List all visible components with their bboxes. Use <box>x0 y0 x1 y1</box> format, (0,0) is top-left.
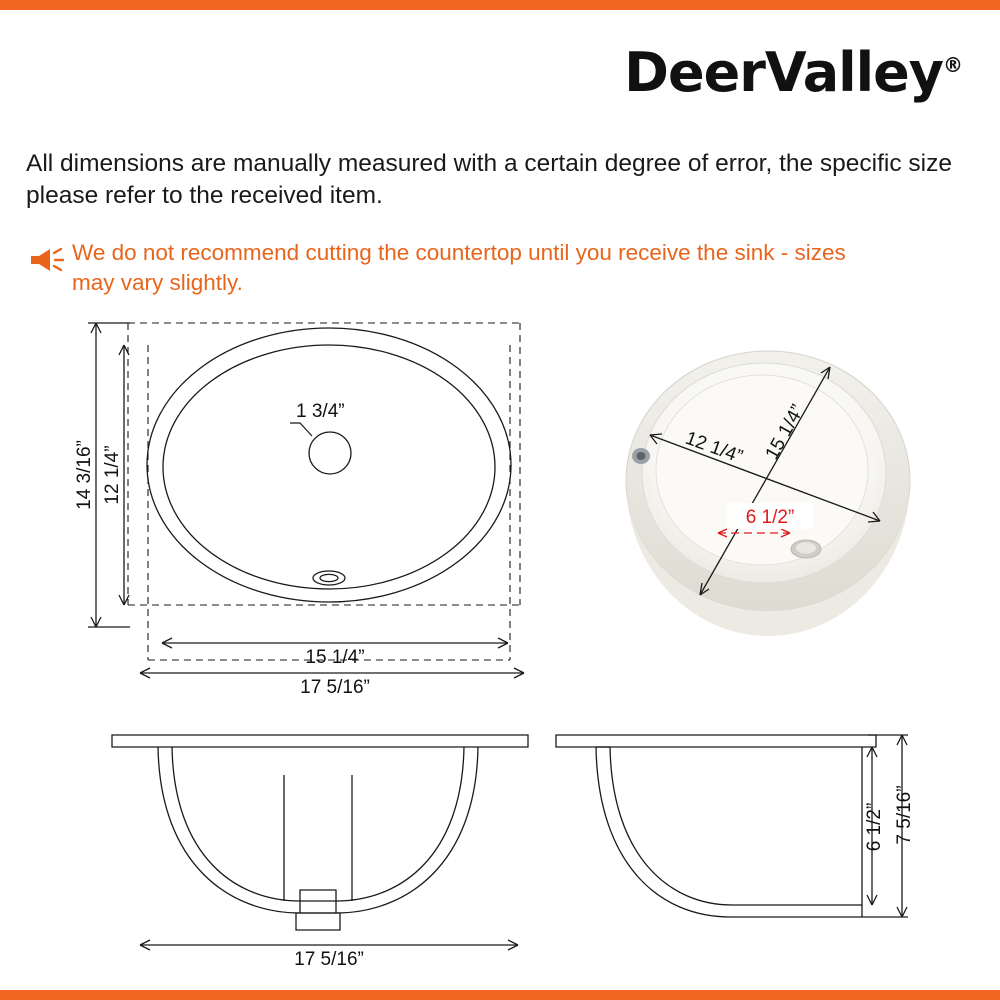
dim-outer-width: 17 5/16” <box>300 677 370 698</box>
dim-side-overall-height: 7 5/16” <box>894 785 915 845</box>
dim-side-bowl-depth: 6 1/2” <box>864 802 885 852</box>
brand-logo <box>624 41 962 104</box>
dim-photo-length: 15 1/4” <box>761 401 809 464</box>
dim-front-width: 17 5/16” <box>294 949 364 970</box>
megaphone-icon <box>28 244 68 274</box>
side-section-drawing <box>556 735 915 917</box>
registered-mark: ® <box>943 53 962 77</box>
dim-photo-depth: 6 1/2” <box>745 507 795 528</box>
front-section-drawing <box>112 735 528 970</box>
dim-inner-height: 12 1/4” <box>102 445 123 505</box>
dim-inner-width: 15 1/4” <box>305 647 365 668</box>
top-view-drawing <box>74 323 524 698</box>
diagram-area <box>0 305 1000 985</box>
brand-name: DeerValley <box>624 41 943 104</box>
sink-photo-view <box>626 351 910 636</box>
disclaimer-text: All dimensions are manually measured with a certain degree of error, the specific size please refer to the received item. <box>26 150 952 210</box>
bottom-accent-bar <box>0 990 1000 1000</box>
top-accent-bar <box>0 0 1000 10</box>
note-text: We do not recommend cutting the countertop until you receive the sink - sizes may vary slightly. <box>72 240 846 296</box>
dim-outer-height: 14 3/16” <box>74 440 95 510</box>
dim-photo-width: 12 1/4” <box>682 427 746 468</box>
dim-drain-hole: 1 3/4” <box>296 401 345 422</box>
